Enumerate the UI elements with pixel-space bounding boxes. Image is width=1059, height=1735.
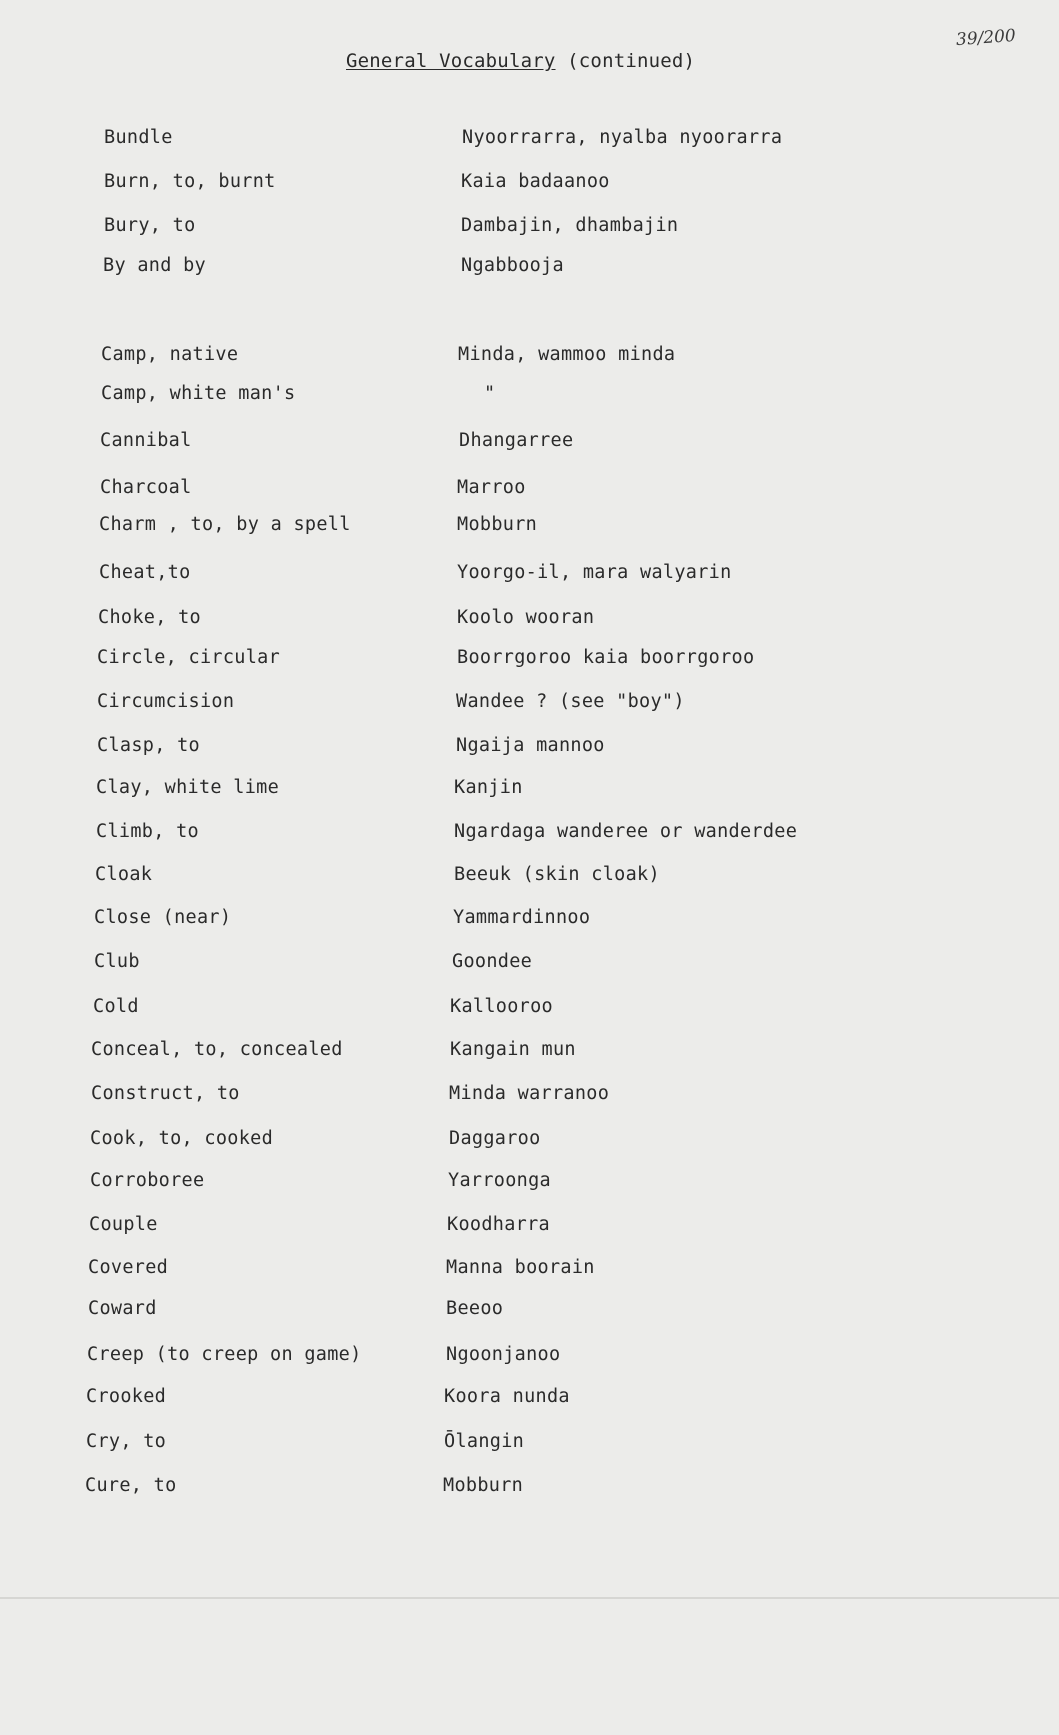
vocab-entry — [0, 607, 1059, 631]
vocab-entry — [0, 383, 1059, 407]
vocab-translation: Boorrgoroo kaia boorrgoroo — [457, 647, 755, 668]
vocab-translation: Beeoo — [446, 1298, 504, 1319]
vocab-term: Cold — [93, 996, 139, 1017]
vocab-entry — [0, 951, 1059, 975]
vocab-translation: Kaia badaanoo — [461, 171, 610, 192]
vocab-term: Bundle — [104, 127, 173, 148]
vocab-translation: Koora nunda — [444, 1386, 570, 1407]
vocab-entry — [0, 171, 1059, 195]
vocab-term: Cook, to, cooked — [90, 1128, 274, 1149]
vocab-term: Creep (to creep on game) — [87, 1344, 362, 1365]
scan-edge-divider — [0, 1597, 1059, 1599]
vocab-term: Cloak — [95, 864, 153, 885]
vocab-term: Charcoal — [100, 477, 192, 498]
vocab-term: Covered — [88, 1257, 169, 1278]
vocab-term: Corroboree — [90, 1170, 205, 1191]
vocab-translation: Kanjin — [454, 777, 523, 798]
vocab-term: Cannibal — [100, 430, 192, 451]
vocab-entry — [0, 1386, 1059, 1410]
vocab-term: Conceal, to, concealed — [91, 1039, 343, 1060]
vocab-translation: Daggaroo — [449, 1128, 541, 1149]
vocab-term: Cure, to — [85, 1475, 177, 1496]
vocab-entry — [0, 1257, 1059, 1281]
vocab-translation: Ōlangin — [444, 1431, 525, 1452]
vocab-term: By and by — [103, 255, 206, 276]
vocab-entry — [0, 1083, 1059, 1107]
vocab-entry — [0, 735, 1059, 759]
vocab-term: Close (near) — [94, 907, 232, 928]
vocab-term: Club — [94, 951, 140, 972]
vocab-entry — [0, 514, 1059, 538]
vocab-translation: Kallooroo — [450, 996, 553, 1017]
vocab-entry — [0, 1170, 1059, 1194]
vocab-entry — [0, 1039, 1059, 1063]
vocab-entry — [0, 1214, 1059, 1238]
vocab-translation: Mobburn — [443, 1475, 524, 1496]
vocab-term: Construct, to — [91, 1083, 240, 1104]
vocab-entry — [0, 864, 1059, 888]
vocab-translation: Yammardinnoo — [453, 907, 591, 928]
vocab-entry — [0, 1475, 1059, 1499]
vocab-translation: Wandee ? (see "boy") — [456, 691, 685, 712]
vocab-entry — [0, 1128, 1059, 1152]
vocab-entry — [0, 215, 1059, 239]
vocab-term: Cheat,to — [99, 562, 191, 583]
vocab-term: Charm , to, by a spell — [99, 514, 351, 535]
vocab-translation: Ngabbooja — [461, 255, 564, 276]
vocab-term: Bury, to — [104, 215, 196, 236]
vocab-translation: " — [484, 383, 496, 404]
vocab-entry — [0, 647, 1059, 671]
vocab-translation: Koolo wooran — [457, 607, 595, 628]
vocab-translation: Mobburn — [457, 514, 538, 535]
vocab-translation: Dambajin, dhambajin — [461, 215, 679, 236]
vocab-entry — [0, 691, 1059, 715]
vocab-entry — [0, 562, 1059, 586]
vocab-translation: Minda warranoo — [449, 1083, 610, 1104]
heading-title: General Vocabulary — [346, 50, 556, 72]
vocab-entry — [0, 430, 1059, 454]
vocab-term: Camp, native — [101, 344, 239, 365]
vocab-translation: Koodharra — [447, 1214, 550, 1235]
vocab-translation: Ngaija mannoo — [456, 735, 605, 756]
vocab-translation: Nyoorrarra, nyalba nyoorarra — [462, 127, 783, 148]
vocab-term: Clasp, to — [97, 735, 200, 756]
vocab-term: Burn, to, burnt — [104, 171, 276, 192]
vocab-entry — [0, 996, 1059, 1020]
vocab-translation: Goondee — [452, 951, 533, 972]
vocab-translation: Yarroonga — [448, 1170, 551, 1191]
vocab-entry — [0, 1344, 1059, 1368]
vocab-translation: Minda, wammoo minda — [458, 344, 676, 365]
vocab-entry — [0, 477, 1059, 501]
vocab-entry — [0, 1298, 1059, 1322]
vocab-translation: Dhangarree — [459, 430, 574, 451]
vocab-translation: Manna boorain — [446, 1257, 595, 1278]
vocab-term: Circle, circular — [97, 647, 281, 668]
vocab-term: Clay, white lime — [96, 777, 280, 798]
vocab-term: Climb, to — [96, 821, 199, 842]
vocab-entry — [0, 127, 1059, 151]
vocab-term: Coward — [88, 1298, 157, 1319]
vocab-entry — [0, 344, 1059, 368]
vocab-translation: Beeuk (skin cloak) — [454, 864, 660, 885]
vocab-translation: Marroo — [457, 477, 526, 498]
vocab-entry — [0, 907, 1059, 931]
vocab-translation: Kangain mun — [450, 1039, 576, 1060]
vocab-term: Crooked — [86, 1386, 167, 1407]
vocab-term: Circumcision — [97, 691, 235, 712]
vocab-term: Choke, to — [98, 607, 201, 628]
heading-subtitle: (continued) — [567, 50, 696, 72]
vocab-translation: Ngoonjanoo — [446, 1344, 561, 1365]
vocab-entry — [0, 821, 1059, 845]
page-heading — [346, 50, 695, 72]
vocab-entry — [0, 1431, 1059, 1455]
vocab-term: Cry, to — [86, 1431, 167, 1452]
vocab-term: Camp, white man's — [101, 383, 296, 404]
vocab-translation: Ngardaga wanderee or wanderdee — [454, 821, 798, 842]
vocab-entry — [0, 777, 1059, 801]
vocab-translation: Yoorgo-il, mara walyarin — [457, 562, 732, 583]
vocab-entry — [0, 255, 1059, 279]
vocab-term: Couple — [89, 1214, 158, 1235]
page-number: 39/200 — [955, 25, 1017, 51]
